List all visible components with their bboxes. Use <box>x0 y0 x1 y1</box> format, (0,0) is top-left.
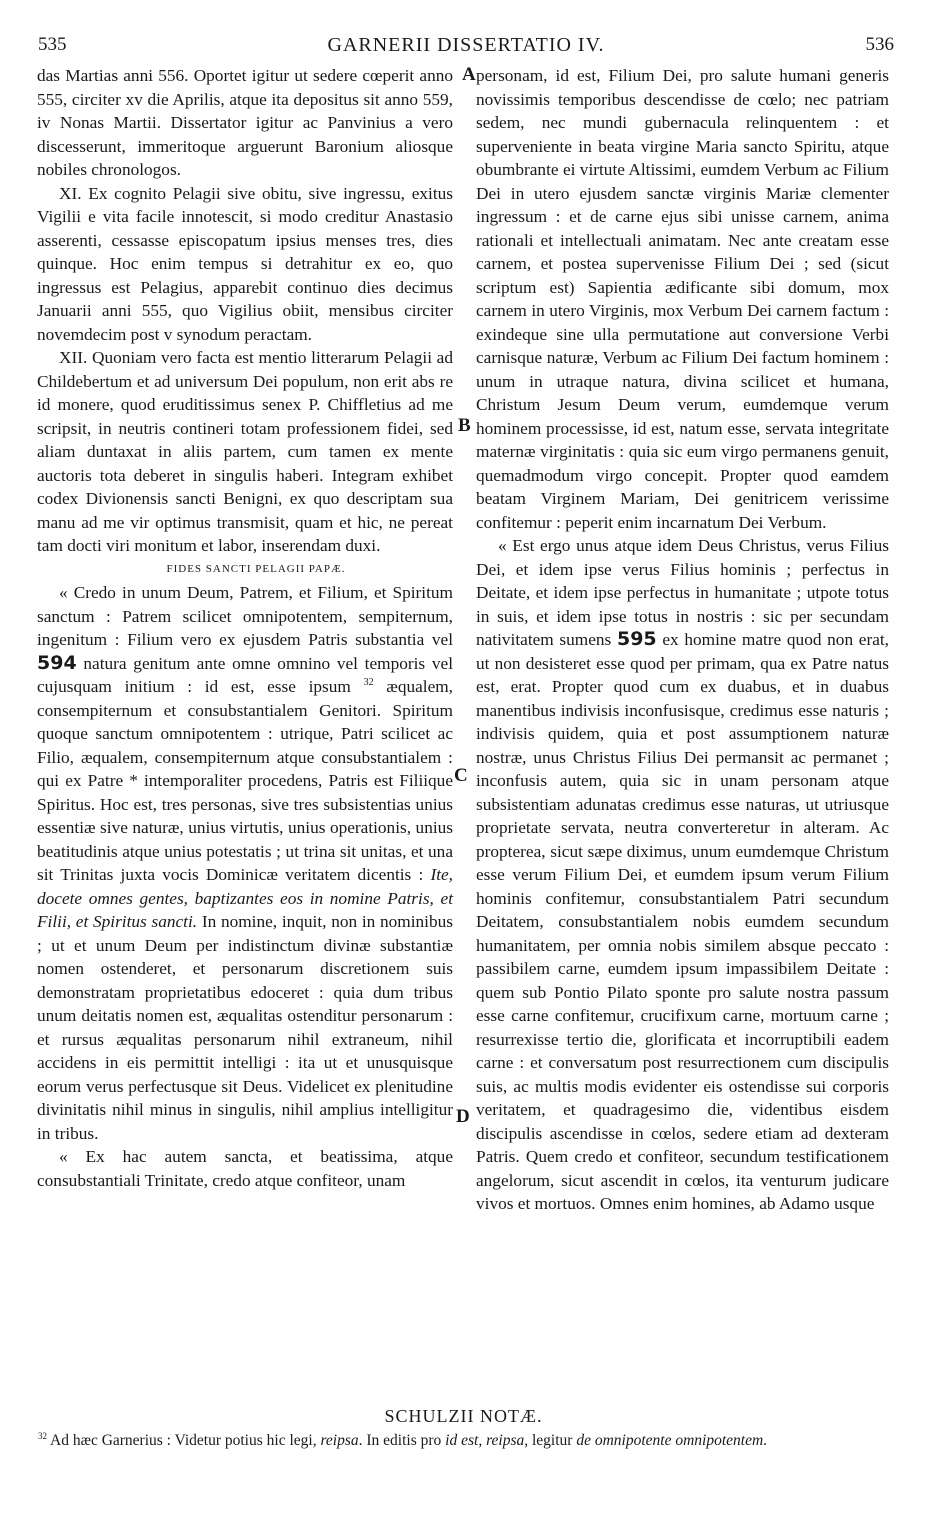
footnote-ref-32[interactable]: 32 <box>363 677 374 689</box>
left-column <box>37 64 453 1192</box>
creed-paragraph-3 <box>476 534 889 1216</box>
text-run: ex homine matre quod non erat, ut non desisteret esse quod per primam, qua ex Patre natus est, erat. Propter quod cum ex duabus, et in duabus manentibus indivisis inconfusisque, credimus esse naturis ; indivisis quidem, quia et post assumptionem naturæ nostræ, unus Christus Filius Dei permansit ac permanet ; inconfusis autem, quia sic in unam personam atque subsistentiam adunatas credimus esse naturas, ut utriusque proprietate servata, neutra converteretur in alteram. Ac propterea, sicut sæpe diximus, unum eumdemque Christum esse verum Filium Dei, et eumdem ipsum verum Filium hominis confitemur, consubstantialem Patri secundum Deitatem, consubstantialem nobis eumdem secundum humanitatem, per omnia nobis similem absque peccato : passibilem carne, eumdem ipsum impassibilem Deitate : quem sub Pontio Pilato sponte pro salute nostra passum esse carne confitemur, crucifixum carne, mortuum carne ; resurrexisse tertio die, glorificata et incorruptibili eadem carne : et conversatum post resurrectionem cum discipulis suis, ac multis modis evidenter eis ostendisse sui corporis veritatem, et quadragesimo die, videntibus eisdem discipulis ascendisse in cœlos, sedere etiam ad dexteram Patris. Quem credo et confiteor, secundum testificationem angelorum, sicut ascendit in cœlos, ita venturum judicare vivos et mortuos. Omnes enim homines, ab Adamo usque <box>476 630 890 1213</box>
text-run: natura genitum ante omne omnino vel temporis vel cujusquam initium : id est, esse ipsum <box>37 653 453 696</box>
italic-run: de omnipotente omnipotentem <box>576 1432 764 1449</box>
paragraph: das Martias anni 556. Oportet igitur ut sedere cœperit anno 555, circiter xv die Aprilis, atque ita depositus sit anno 559, iv Nonas Martii. Dissertator igitur ac Panvinius a vero discesserunt, immeritoque arguerunt Baronium aliosque nobiles chronologos. <box>37 66 453 179</box>
text-run: . <box>763 1432 768 1449</box>
page-marker-595: 595 <box>616 628 657 650</box>
footnote-32 <box>38 1432 890 1450</box>
margin-letter-b: B <box>458 415 471 436</box>
page-number-left: 535 <box>38 34 67 55</box>
italic-run: reipsa <box>320 1432 359 1449</box>
footnote-number: 32 <box>38 1430 47 1441</box>
margin-letter-d: D <box>456 1106 470 1127</box>
creed-paragraph-2: « Ex hac autem sancta, et beatissima, atque consubstantiali Trinitate, credo atque confiteor, unam <box>37 1147 453 1190</box>
creed-paragraph-2-cont: personam, id est, Filium Dei, pro salute humani generis novissimis temporibus descendisse de cœlo; nec patriam sedem, nec mundi gubernacula relinquentem : et superveniente in beata virgine Maria sancto Spiritu, atque obumbrante ei virtute Altissimi, eumdem Verbum ac Filium Dei in utero ejusdem sanctæ virginis Mariæ clementer ingressum : et de carne ejus sibi unisse carnem, anima rationali et intellectuali animatam. Nec ante creatam esse carnem, et postea supervenisse Filium Dei ; sed (sicut scriptum est) Sapientia ædificante sibi domum, mox carnem in utero Virginis, mox Verbum Dei carnem factum : exindeque sine ulla permutatione aut conversione Verbi carnisque naturæ, Verbum ac Filium Dei factum hominem : unum in utraque natura, divina scilicet et humana, Christum Jesum Deum verum, eumdemque verum hominem processisse, id est, natum esse, servata integritate maternæ virginitatis : quia sic eum virgo permanens genuit, quemadmodum virgo concepit. Propter quod eamdem beatam Virginem Mariam, Dei genitricem verissime confitemur : peperit enim incarnatum Dei Verbum. <box>476 66 889 532</box>
paragraph-xi: XI. Ex cognito Pelagii sive obitu, sive ingressu, exitus Vigilii e vita facile innotescit, si modo creditur Anastasio asserenti, cessasse episcopatum ipsius menses tres, dies quinque. Hoc enim tempus si detrahitur ex eo, quo ingressus est Pelagius, apparebit continuo dies decimus Januarii anni 555, quo Vigilius obiit, mensibus circiter novemdecim post v synodum peractam. <box>37 183 453 344</box>
running-title: GARNERII DISSERTATIO IV. <box>327 34 605 56</box>
page-marker-594: 594 <box>37 651 77 674</box>
margin-letter-c: C <box>454 765 468 786</box>
italic-run: id est, reipsa <box>445 1432 525 1449</box>
notes-title: SCHULZII NOTÆ. <box>384 1406 543 1426</box>
scripture-quote: Ite, docete omnes gentes, baptizantes eos in nomine Patris, et Filii, et Spiritus sancti. <box>37 865 453 931</box>
right-column <box>476 64 889 1216</box>
creed-paragraph-1 <box>37 581 453 1145</box>
text-run: « Est ergo unus atque idem Deus Christus, verus Filius Dei, et idem ipse verus Filius hominis ; perfectus in Deitate, et idem ipse perfectus in humanitate ; utpote totus in suis, et idem ipse totus in nostris : sic per secundam nativitatem sumens <box>476 536 889 649</box>
text-run: Ad hæc Garnerius : Videtur potius hic legi, <box>50 1432 321 1449</box>
text-run: , legitur <box>524 1432 577 1449</box>
text-run: « Credo in unum Deum, Patrem, et Filium, et Spiritum sanctum : Patrem scilicet omnipotentem, sempiternum, ingenitum : Filium vero ex ejusdem Patris substantia vel <box>37 583 453 649</box>
paragraph-xii: XII. Quoniam vero facta est mentio litterarum Pelagii ad Childebertum et ad universum Dei populum, non erit abs re id monere, quod eruditissimus senex P. Chiffletius ad me scripsit, in neutris contineri totam professionem fidei, sed aliam duntaxat in aliis partem, cum tamen ex mente auctoris tota deberet in singulis haberi. Integram exhibet codex Divionensis sancti Benigni, ex quo descriptam sua manu ad me vir optimus transmisit, quam et hic, ne pereat tam docti viri monitum et labor, inserendam duxi. <box>37 348 453 555</box>
text-run: æqualem, consempiternum et consubstantialem Genitori. Spiritum quoque sanctum omnipotentem : utrique, Patri scilicet ac Filio, æqualem, consempiternum atque consubstantialem : qui ex Patre * intemporaliter procedens, Patris est Filiique Spiritus. Hoc est, tres personas, sive tres subsistentias unius essentiæ sive naturæ, unius virtutis, unius operationis, unius beatitudinis atque unius potestatis ; ut trina sit unitas, et una sit Trinitas juxta vocis Dominicæ veritatem dicentis : <box>37 677 453 884</box>
running-header <box>38 34 894 60</box>
text-run: In nomine, inquit, non in nominibus ; ut et unum Deum per indistinctum divinæ substantiæ nomen ostenderet, et personarum discretionem suis demonstratam proprietatibus edoceret : quia dum tribus unum deitatis nomen est, æqualitas ostenditur personarum : et rursus æqualitas personarum nihil extraneum, nihil accidens in eis permittit intelligi : ita ut et unusquisque eorum verus perfectusque sit Deus. Videlicet ex plenitudine divinitatis nihil minus in singulis, nihil amplius intelligitur in tribus. <box>37 912 453 1143</box>
text-run: . In editis pro <box>358 1432 446 1449</box>
section-title: FIDES SANCTI PELAGII PAPÆ. <box>166 562 346 575</box>
page-number-right: 536 <box>865 34 894 55</box>
margin-letter-a: A <box>462 64 476 85</box>
